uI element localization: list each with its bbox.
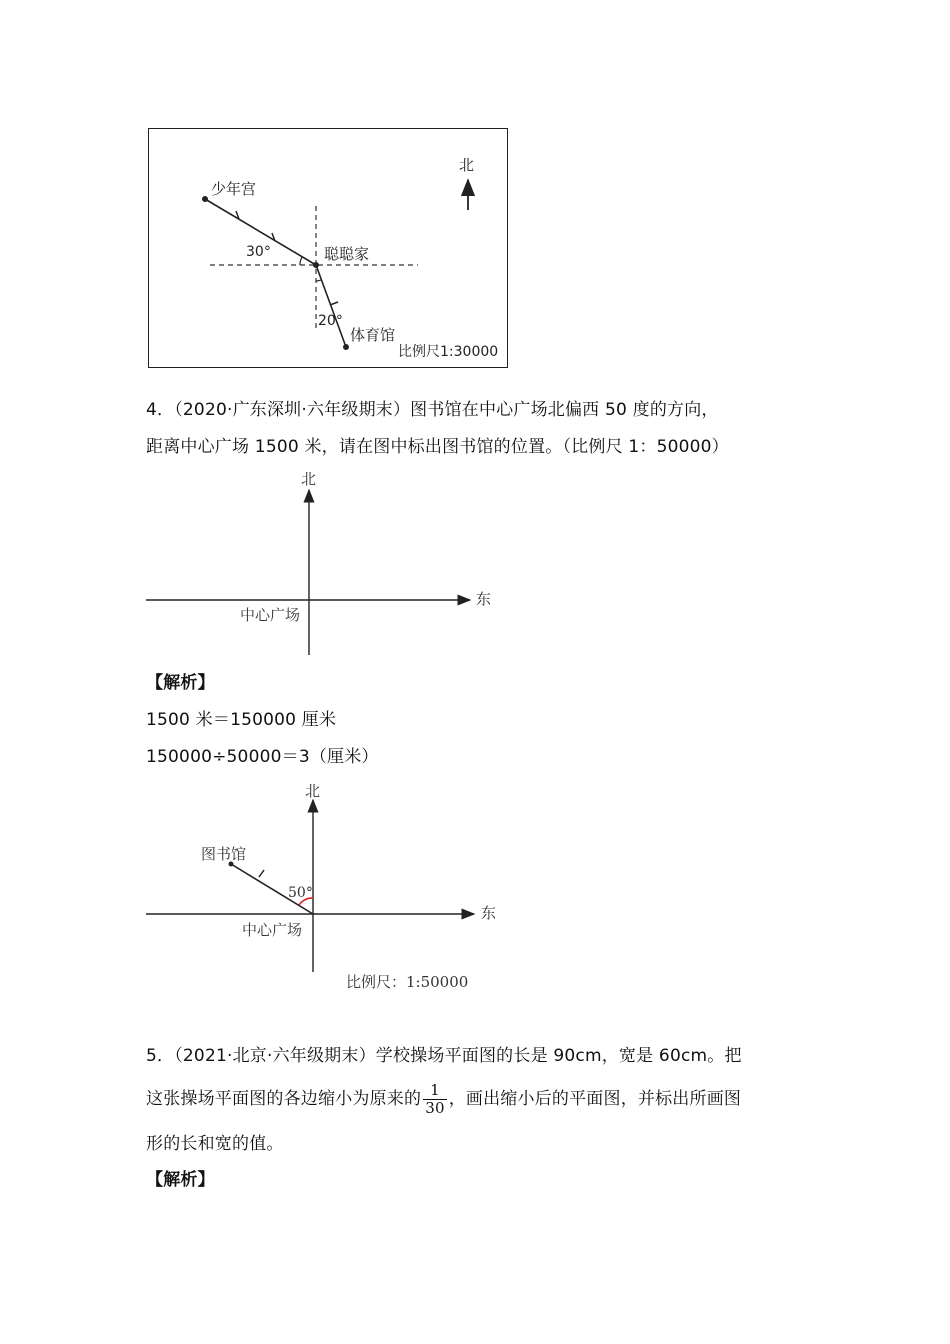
fig3-scale-label: 比例尺：1:50000 — [346, 973, 469, 991]
q5-fraction — [423, 1082, 447, 1117]
fig3-north-label: 北 — [305, 782, 321, 800]
fig3-tick — [259, 870, 264, 877]
fraction-numerator: 1 — [423, 1082, 447, 1100]
fig1-north-label: 北 — [459, 156, 475, 174]
analysis-label-2: 【解析】 — [146, 1170, 215, 1190]
figure3-diagram — [146, 782, 496, 991]
fig2-center-label: 中心广场 — [240, 606, 301, 624]
fig1-point-youth-palace — [202, 196, 208, 202]
fig1-gym-label: 体育馆 — [350, 326, 396, 344]
fraction-denominator: 30 — [425, 1098, 445, 1117]
fig1-point-home — [313, 262, 319, 268]
q5-line2-pre: 这张操场平面图的各边缩小为原来的 — [146, 1089, 422, 1109]
figure1-diagram — [202, 156, 498, 360]
fig1-scale-label: 比例尺1:30000 — [398, 344, 499, 360]
fig1-angle-arc-20 — [316, 280, 321, 281]
fig1-angle-30-label: 30° — [246, 244, 271, 260]
fig1-angle-arc-30 — [300, 257, 302, 265]
fig2-east-label: 东 — [476, 590, 492, 608]
solution-line1: 1500 米＝150000 厘米 — [146, 710, 337, 730]
fig1-youth-palace-label: 少年宫 — [211, 180, 257, 198]
q4-line1: 4．（2020·广东深圳·六年级期末）图书馆在中心广场北偏西 50 度的方向， — [146, 400, 719, 420]
fig3-center-label: 中心广场 — [242, 921, 303, 939]
q5-line1: 5．（2021·北京·六年级期末）学校操场平面图的长是 90cm，宽是 60cm。把 — [146, 1046, 742, 1066]
fig3-east-label: 东 — [481, 904, 497, 922]
fig2-north-label: 北 — [301, 470, 317, 488]
solution-line2: 150000÷50000＝3（厘米） — [146, 747, 379, 767]
fig1-home-label: 聪聪家 — [324, 245, 370, 263]
q4-line2: 距离中心广场 1500 米，请在图中标出图书馆的位置。（比例尺 1：50000） — [146, 437, 729, 457]
figure2-diagram — [146, 470, 491, 655]
fig1-point-gym — [343, 344, 349, 350]
fig3-angle-50-label: 50° — [288, 885, 313, 901]
fig1-angle-20-label: 20° — [318, 313, 343, 329]
q5-line2 — [146, 1080, 741, 1118]
fig3-library-label: 图书馆 — [201, 845, 247, 863]
q5-line2-post: ，画出缩小后的平面图，并标出所画图 — [448, 1089, 742, 1109]
analysis-label: 【解析】 — [146, 673, 215, 693]
fig1-tick-3 — [330, 302, 338, 305]
q5-line3: 形的长和宽的值。 — [146, 1134, 284, 1154]
fig1-line-gym — [316, 265, 346, 347]
